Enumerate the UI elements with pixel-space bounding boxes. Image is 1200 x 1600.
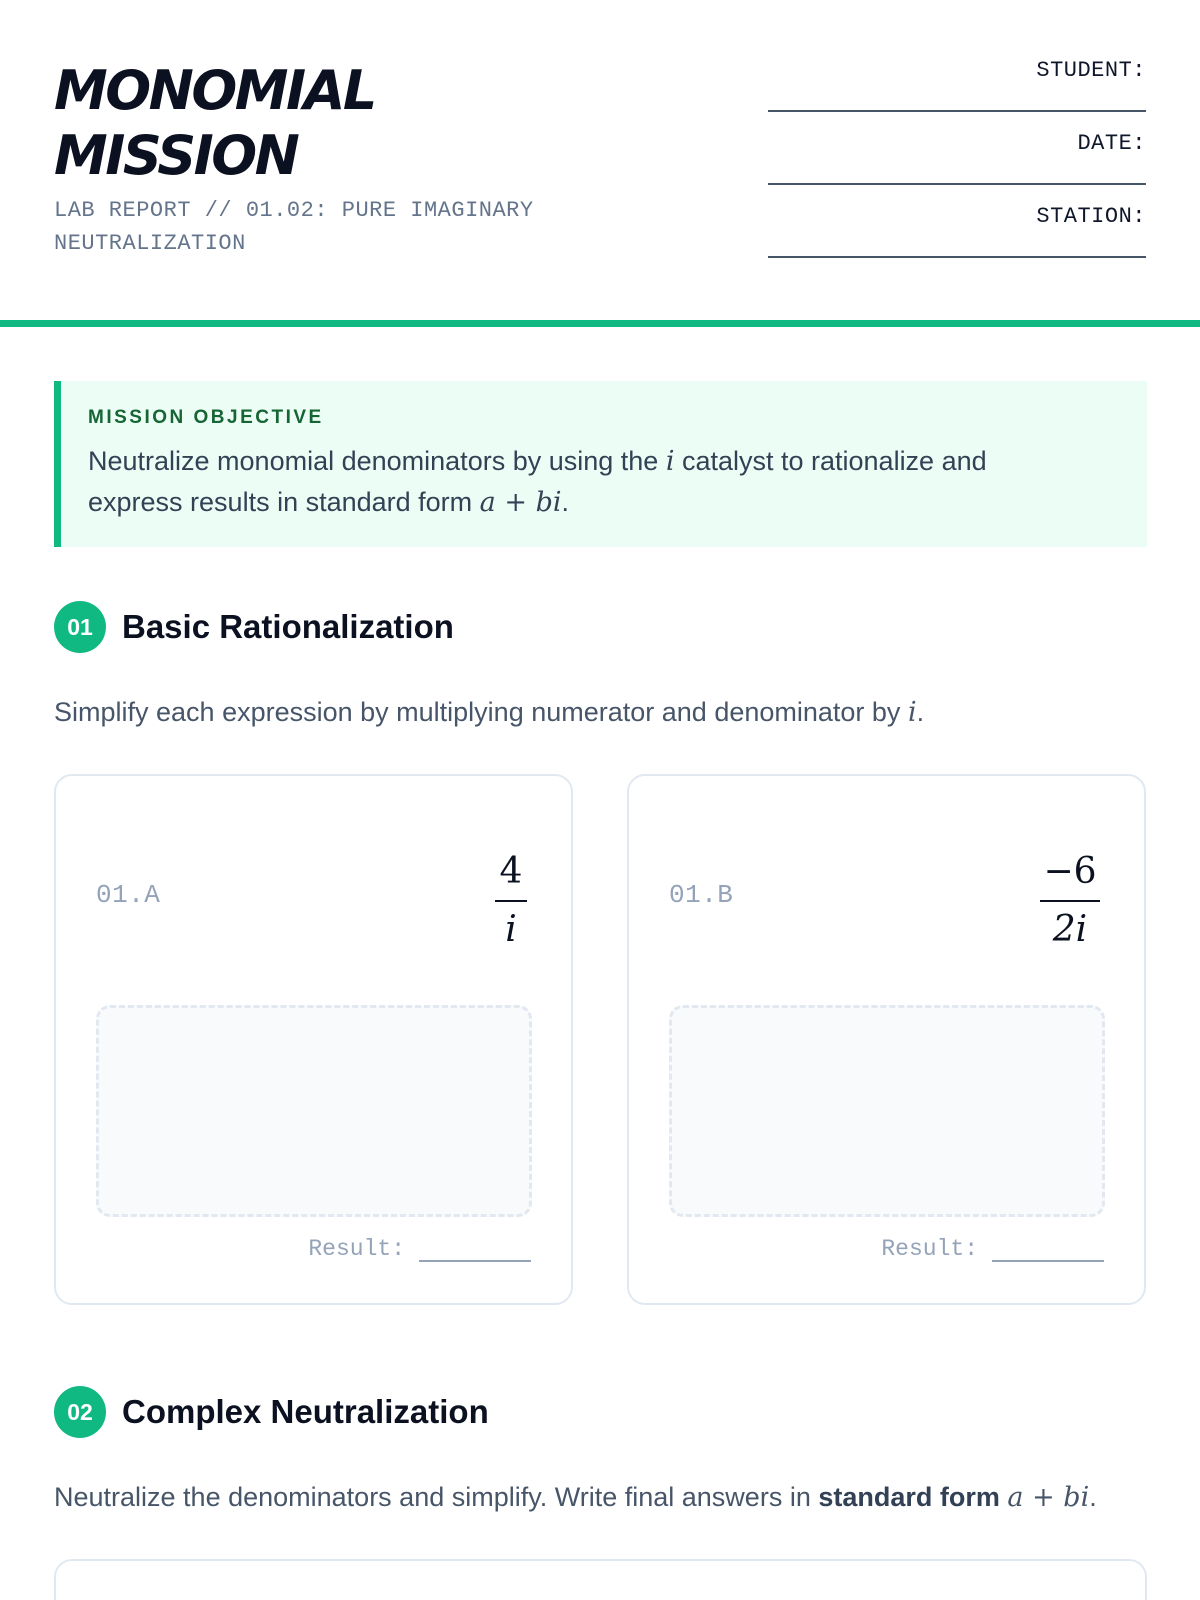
section-2-badge: 02 bbox=[54, 1386, 106, 1438]
work-area[interactable] bbox=[669, 1005, 1105, 1217]
section-1-title: Basic Rationalization bbox=[122, 608, 454, 645]
student-line[interactable] bbox=[768, 110, 1146, 112]
section-complex-neutralization bbox=[54, 1386, 1147, 1513]
date-label: DATE: bbox=[1077, 131, 1146, 156]
station-field bbox=[768, 204, 1146, 277]
objective-text bbox=[88, 441, 1117, 523]
section-2-heading bbox=[54, 1386, 1147, 1438]
section-1-badge: 01 bbox=[54, 601, 106, 653]
work-area[interactable] bbox=[96, 1005, 532, 1217]
objective-form-a: a bbox=[479, 487, 496, 518]
student-info bbox=[768, 58, 1146, 277]
section-2-desc-text: Neutralize the denominators and simplify. Write final answers in bbox=[54, 1482, 819, 1512]
result-blank[interactable] bbox=[992, 1240, 1104, 1262]
student-field bbox=[768, 58, 1146, 131]
fraction-denominator: i bbox=[505, 909, 517, 950]
fraction-numerator: 4 bbox=[499, 851, 523, 892]
section-2-title: Complex Neutralization bbox=[122, 1393, 489, 1430]
station-line[interactable] bbox=[768, 256, 1146, 258]
section-2-desc-end: . bbox=[1089, 1482, 1097, 1512]
problem-card-01a bbox=[54, 774, 573, 1305]
section-basic-rationalization bbox=[54, 601, 1147, 728]
section-2-form-a: a bbox=[1007, 1482, 1024, 1513]
date-line[interactable] bbox=[768, 183, 1146, 185]
problem-expression bbox=[1040, 848, 1100, 954]
subtitle-line-2: NEUTRALIZATION bbox=[54, 231, 246, 256]
fraction-numerator: −6 bbox=[1043, 851, 1097, 892]
date-field bbox=[768, 131, 1146, 204]
page-subtitle bbox=[54, 194, 574, 260]
objective-text-2: catalyst to rationalize and bbox=[674, 446, 987, 476]
section-1-heading bbox=[54, 601, 1147, 653]
objective-text-3: express results in standard form bbox=[88, 487, 480, 517]
section-1-desc-text: Simplify each expression by multiplying numerator and denominator by bbox=[54, 697, 908, 727]
station-label: STATION: bbox=[1036, 204, 1146, 229]
title-line-2: MISSION bbox=[54, 124, 298, 187]
fraction-bar bbox=[495, 900, 527, 902]
section-2-form-bi: bi bbox=[1063, 1482, 1090, 1513]
objective-text-1: Neutralize monomial denominators by using the bbox=[88, 446, 666, 476]
section-1-desc-end: . bbox=[916, 697, 925, 727]
problem-id: 01.A bbox=[96, 880, 161, 910]
mission-objective bbox=[54, 381, 1147, 547]
fraction-denominator: 2i bbox=[1052, 909, 1088, 950]
problem-expression bbox=[495, 848, 527, 954]
result-field bbox=[881, 1236, 1104, 1262]
objective-heading: MISSION OBJECTIVE bbox=[88, 407, 324, 428]
title-line-1: MONOMIAL bbox=[54, 59, 375, 122]
page-title bbox=[54, 58, 574, 188]
section-2-description bbox=[54, 1482, 1154, 1513]
objective-var-i: i bbox=[665, 446, 675, 477]
result-blank[interactable] bbox=[419, 1240, 531, 1262]
student-label: STUDENT: bbox=[1036, 58, 1146, 83]
report-header bbox=[54, 58, 1146, 268]
result-label: Result: bbox=[881, 1236, 978, 1262]
fraction-bar bbox=[1040, 900, 1100, 902]
problem-id: 01.B bbox=[669, 880, 734, 910]
header-divider bbox=[0, 320, 1200, 327]
problem-card-02-partial bbox=[54, 1559, 1147, 1600]
section-2-form-plus: + bbox=[1023, 1482, 1064, 1513]
result-field bbox=[308, 1236, 531, 1262]
section-1-desc-var: i bbox=[907, 697, 917, 728]
section-2-desc-bold: standard form bbox=[818, 1482, 1000, 1512]
objective-text-end: . bbox=[561, 487, 570, 517]
section-1-description bbox=[54, 697, 1154, 728]
result-label: Result: bbox=[308, 1236, 405, 1262]
subtitle-line-1: LAB REPORT // 01.02: PURE IMAGINARY bbox=[54, 198, 534, 223]
problem-card-01b bbox=[627, 774, 1146, 1305]
objective-form-plus: + bbox=[495, 487, 536, 518]
objective-form-bi: bi bbox=[535, 487, 562, 518]
